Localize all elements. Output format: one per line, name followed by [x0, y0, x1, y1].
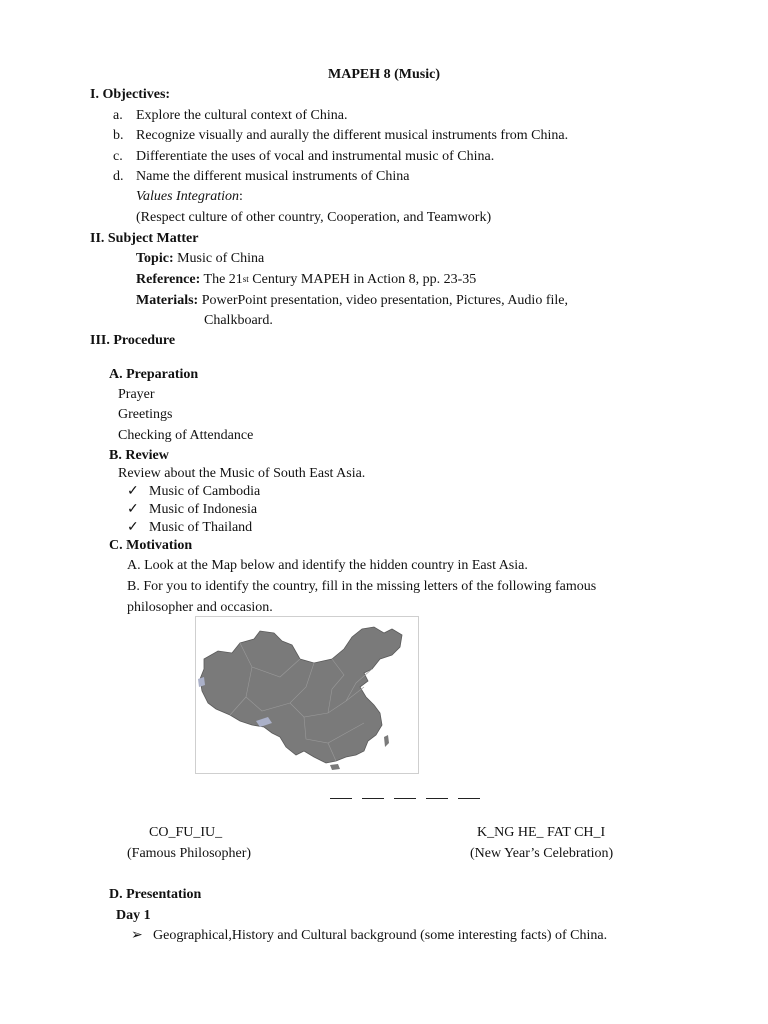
review-item: [127, 519, 252, 537]
values-text: (Respect culture of other country, Cooperation, and Teamwork): [136, 210, 492, 225]
puzzle-celebration-hint: (New Year’s Celebration): [470, 846, 614, 861]
china-map: [195, 616, 419, 774]
review-heading: B. Review: [109, 448, 169, 463]
review-intro: Review about the Music of South East Asia.: [118, 466, 366, 481]
page-title: MAPEH 8 (Music): [328, 67, 440, 82]
china-map-graphic: [196, 617, 418, 773]
presentation-heading: D. Presentation: [109, 887, 202, 902]
puzzle-celebration: K_NG HE_ FAT CH_I: [477, 825, 606, 840]
motivation-line-a: A. Look at the Map below and identify the hidden country in East Asia.: [127, 558, 528, 573]
preparation-item: Greetings: [118, 407, 173, 422]
answer-blanks: [330, 790, 480, 799]
objective-a: Explore the cultural context of China.: [136, 108, 348, 123]
objective-a-marker: a.: [113, 108, 123, 123]
puzzle-philosopher: CO_FU_IU_: [149, 825, 223, 840]
preparation-heading: A. Preparation: [109, 367, 199, 382]
checkmark-icon: ✓: [127, 520, 139, 535]
objective-d-marker: d.: [113, 169, 124, 184]
objective-b: Recognize visually and aurally the different musical instruments from China.: [136, 128, 569, 143]
review-item: [127, 501, 257, 519]
reference-pre: The 21: [200, 272, 243, 287]
objective-c-marker: c.: [113, 149, 123, 164]
answer-blank: [426, 790, 448, 799]
objective-b-marker: b.: [113, 128, 124, 143]
topic-line: [136, 250, 264, 268]
review-item-label: Music of Thailand: [149, 520, 253, 535]
china-map-shape: [200, 627, 402, 763]
motivation-line-b1: B. For you to identify the country, fill in the missing letters of the following famous: [127, 579, 597, 594]
reference-post: Century MAPEH in Action 8, pp. 23-35: [248, 272, 477, 287]
answer-blank: [362, 790, 384, 799]
values-integration: [136, 188, 243, 206]
motivation-heading: C. Motivation: [109, 538, 193, 553]
preparation-item: Prayer: [118, 387, 155, 402]
subject-matter-heading: II. Subject Matter: [90, 231, 199, 246]
answer-blank: [394, 790, 416, 799]
materials-cont: Chalkboard.: [204, 313, 273, 328]
arrow-bullet-icon: ➢: [131, 928, 143, 943]
objective-c: Differentiate the uses of vocal and instrumental music of China.: [136, 149, 495, 164]
review-item-label: Music of Indonesia: [149, 502, 258, 517]
review-item-label: Music of Cambodia: [149, 484, 261, 499]
reference-label: Reference:: [136, 272, 201, 287]
taiwan-shape: [384, 735, 389, 747]
hainan-shape: [330, 764, 340, 770]
reference-sup: st: [242, 274, 249, 284]
procedure-heading: III. Procedure: [90, 333, 176, 348]
topic-label: Topic:: [136, 251, 174, 266]
materials-line: [136, 292, 568, 310]
values-label: Values Integration: [136, 189, 240, 204]
puzzle-philosopher-hint: (Famous Philosopher): [127, 846, 252, 861]
reference-line: [136, 271, 476, 289]
motivation-line-b2: philosopher and occasion.: [127, 600, 273, 615]
objectives-heading: I. Objectives:: [90, 87, 171, 102]
checkmark-icon: ✓: [127, 484, 139, 499]
review-item: [127, 483, 260, 501]
preparation-item: Checking of Attendance: [118, 428, 254, 443]
answer-blank: [330, 790, 352, 799]
checkmark-icon: ✓: [127, 502, 139, 517]
materials-label: Materials:: [136, 293, 199, 308]
values-colon: :: [239, 189, 243, 204]
day-label: Day 1: [116, 908, 151, 923]
answer-blank: [458, 790, 480, 799]
materials-value: PowerPoint presentation, video presentation, Pictures, Audio file,: [198, 293, 568, 308]
objective-d: Name the different musical instruments of China: [136, 169, 410, 184]
presentation-item-text: Geographical,History and Cultural background (some interesting facts) of China.: [153, 928, 608, 943]
presentation-item: [131, 927, 607, 945]
topic-value: Music of China: [173, 251, 265, 266]
